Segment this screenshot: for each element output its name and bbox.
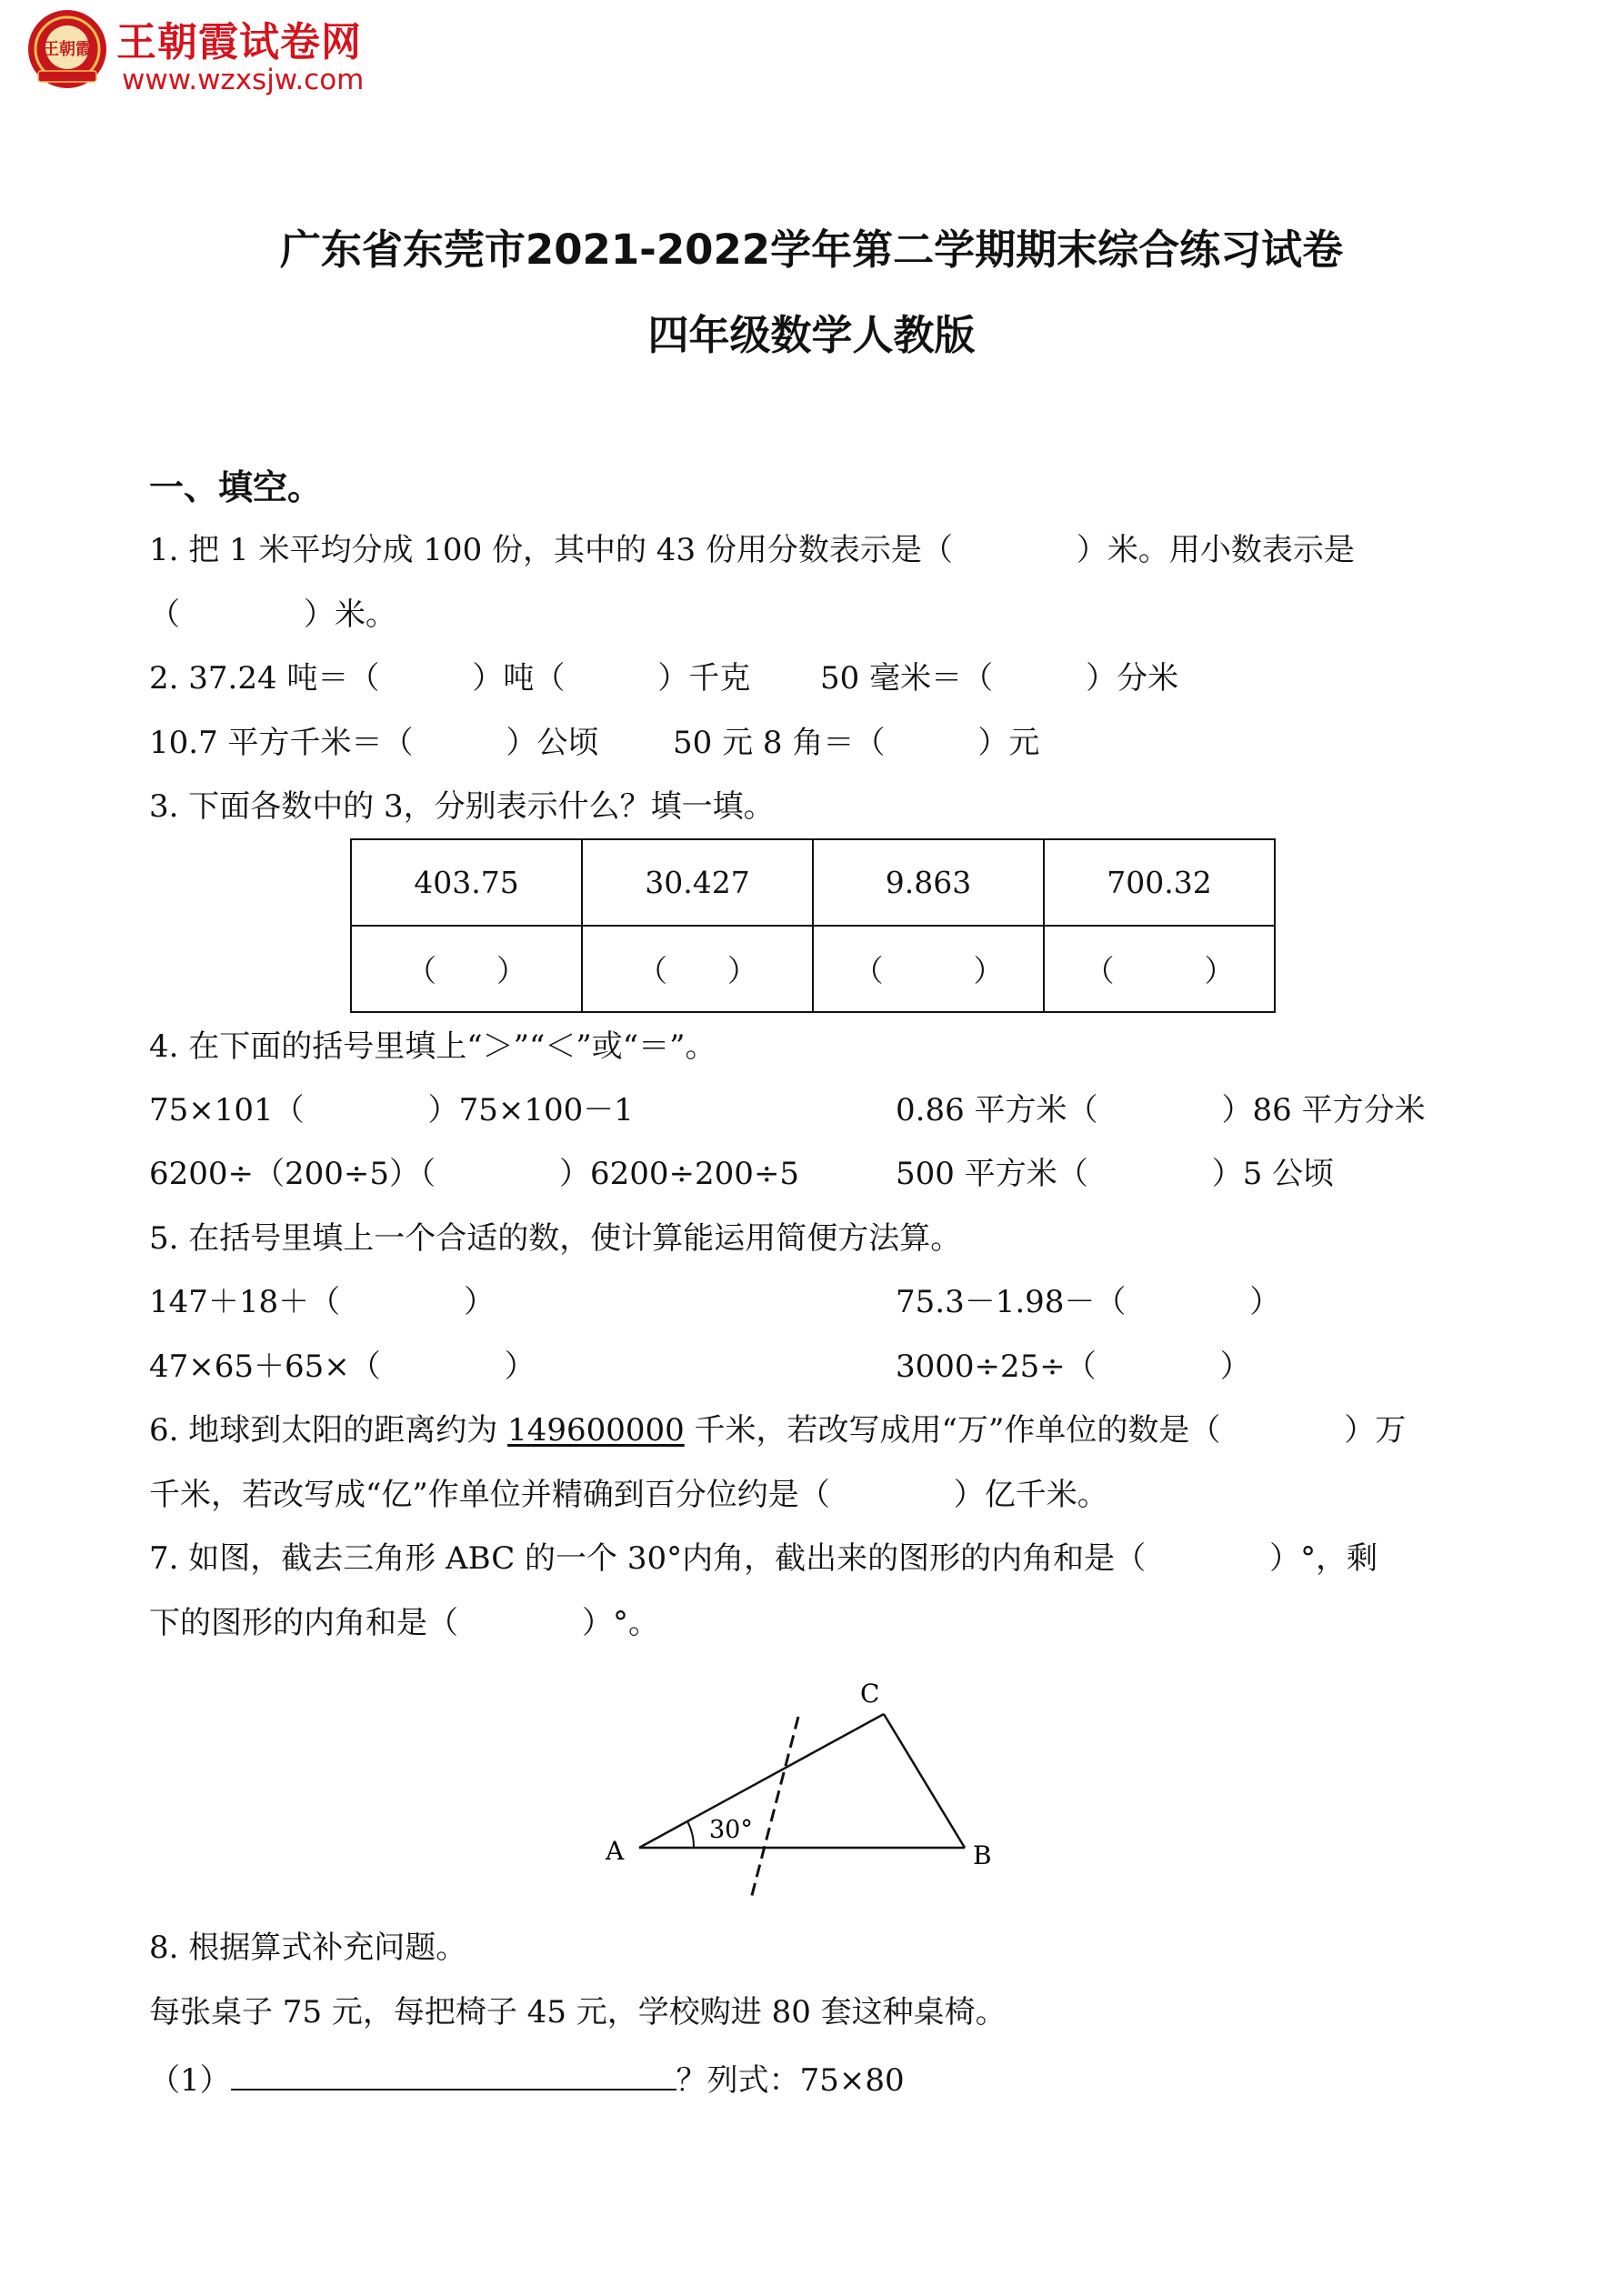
- triangle-figure: [582, 1673, 1009, 1910]
- q8-sub1-label: （1）: [149, 2062, 231, 2099]
- table-cell-blank[interactable]: （ ）: [813, 926, 1044, 1012]
- table-row: [351, 926, 1275, 1012]
- svg-text:王朝霞: 王朝霞: [43, 40, 92, 59]
- q4-row1-right: 0.86 平方米（ ）86 平方分米: [896, 1092, 1426, 1128]
- q3-prompt: 3. 下面各数中的 3，分别表示什么？填一填。: [149, 788, 775, 825]
- q7-line2: 下的图形的内角和是（ ）°。: [149, 1605, 659, 1641]
- page-title: 广东省东莞市2021-2022学年第二学期期末综合练习试卷: [279, 226, 1344, 274]
- page-subtitle: 四年级数学人教版: [647, 311, 976, 359]
- q8-prompt: 8. 根据算式补充问题。: [149, 1930, 467, 1966]
- vertex-a-label: A: [606, 1836, 625, 1866]
- table-cell-number: 30.427: [582, 839, 813, 926]
- logo-name: 王朝霞试卷网: [116, 19, 362, 65]
- angle-label: 30°: [709, 1816, 753, 1844]
- q2-line2a: 10.7 平方千米＝（ ）公顷: [149, 725, 599, 761]
- cut-dashed-line: [751, 1717, 798, 1899]
- q5-row2-right: 3000÷25÷（ ）: [896, 1349, 1251, 1385]
- vertex-c-label: C: [860, 1679, 880, 1709]
- q2-line2b: 50 元 8 角＝（ ）元: [673, 725, 1040, 761]
- q4-row1-left: 75×101（ ）75×100－1: [149, 1092, 634, 1128]
- table-row: [351, 839, 1275, 926]
- table-cell-blank[interactable]: （ ）: [582, 926, 813, 1012]
- q6-post: 千米，若改写成用“万”作单位的数是（ ）万: [684, 1412, 1407, 1449]
- q1-line1: 1. 把 1 米平均分成 100 份，其中的 43 份用分数表示是（ ）米。用小数表示是: [149, 532, 1355, 568]
- triangle-side-ac: [639, 1714, 884, 1848]
- q5-prompt: 5. 在括号里填上一个合适的数，使计算能运用简便方法算。: [149, 1220, 962, 1257]
- q5-row1-left: 147＋18＋（ ）: [149, 1284, 496, 1320]
- angle-arc: [687, 1821, 694, 1848]
- q4-row2-right: 500 平方米（ ）5 公顷: [896, 1156, 1335, 1192]
- q2-line1a: 2. 37.24 吨＝（ ）吨（ ）千克: [149, 660, 751, 697]
- table-cell-blank[interactable]: （ ）: [351, 926, 582, 1012]
- section-heading: 一、填空。: [149, 467, 323, 507]
- q1-line2: （ ）米。: [149, 597, 396, 633]
- q7-line1: 7. 如图，截去三角形 ABC 的一个 30°内角，截出来的图形的内角和是（ ）°，剩: [149, 1540, 1378, 1577]
- q6-line1: [149, 1412, 1407, 1449]
- table-cell-number: 9.863: [813, 839, 1044, 926]
- vertex-b-label: B: [973, 1840, 992, 1870]
- place-value-table: [350, 838, 1276, 1013]
- q2-line1b: 50 毫米＝（ ）分米: [820, 660, 1179, 697]
- table-cell-blank[interactable]: （ ）: [1044, 926, 1275, 1012]
- q5-row2-left: 47×65＋65×（ ）: [149, 1349, 536, 1385]
- q8-info: 每张桌子 75 元，每把椅子 45 元，学校购进 80 套这种桌椅。: [149, 1994, 1007, 2030]
- q6-pre: 6. 地球到太阳的距离约为: [149, 1412, 508, 1449]
- triangle-side-bc: [884, 1714, 965, 1848]
- q5-row1-right: 75.3－1.98－（ ）: [896, 1284, 1281, 1320]
- table-cell-number: 403.75: [351, 839, 582, 926]
- q6-distance-number: 149600000: [507, 1412, 685, 1449]
- logo-seal-icon: [25, 7, 109, 91]
- logo-url[interactable]: www.wzxsjw.com: [122, 64, 365, 96]
- q8-sub1-tail: ？列式：75×80: [676, 2062, 905, 2099]
- table-cell-number: 700.32: [1044, 839, 1275, 926]
- q8-sub1: [149, 2061, 905, 2099]
- q4-prompt: 4. 在下面的括号里填上“＞”“＜”或“＝”。: [149, 1028, 716, 1065]
- q4-row2-left: 6200÷（200÷5）（ ）6200÷200÷5: [149, 1156, 800, 1192]
- q8-sub1-answer-line[interactable]: [231, 2061, 676, 2090]
- q6-line2: 千米，若改写成“亿”作单位并精确到百分位约是（ ）亿千米。: [149, 1477, 1108, 1513]
